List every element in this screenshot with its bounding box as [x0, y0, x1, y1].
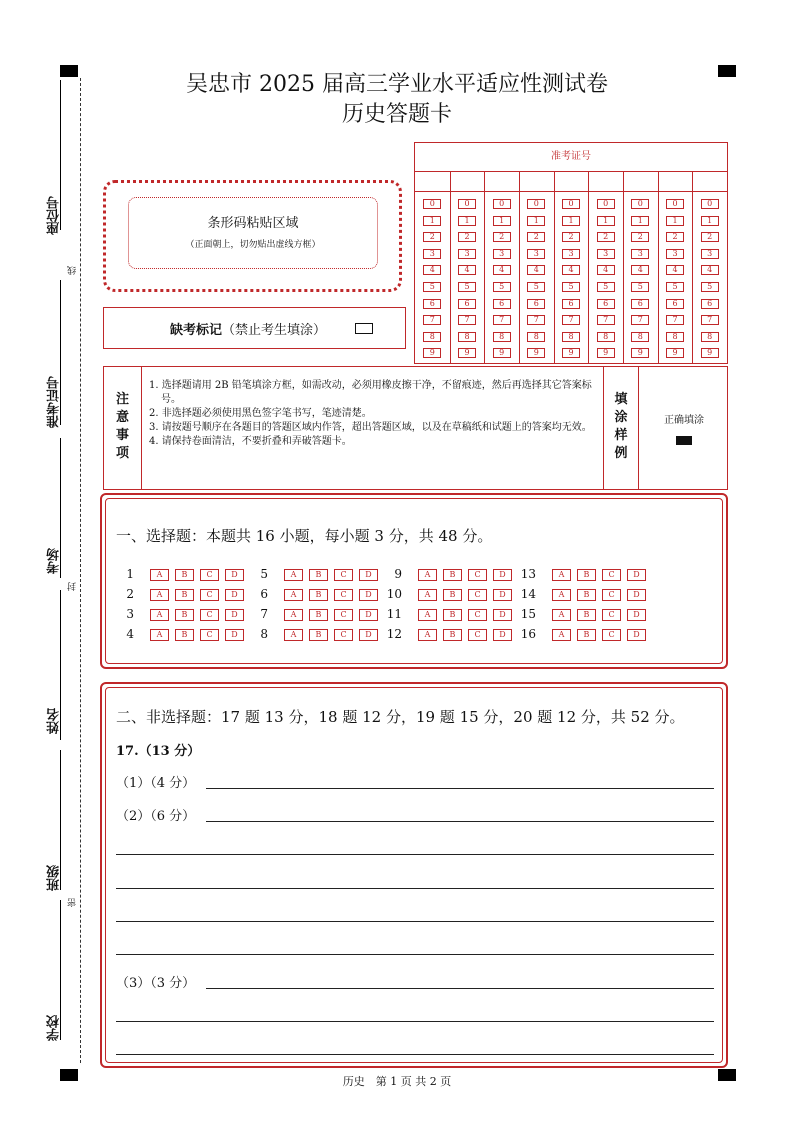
digit-bubble[interactable]: 9: [458, 348, 476, 358]
answer-line[interactable]: [206, 821, 714, 822]
digit-bubble[interactable]: 6: [423, 299, 441, 309]
q17-label: 17.（13 分）: [116, 744, 201, 759]
question-number: 5: [260, 567, 268, 581]
digit-bubble[interactable]: 6: [562, 299, 580, 309]
question-number: 3: [126, 607, 134, 621]
digit-bubble[interactable]: 2: [562, 232, 580, 242]
option-bubble-a[interactable]: A: [418, 569, 437, 581]
choice-section: [100, 493, 728, 669]
digit-bubble[interactable]: 6: [597, 299, 615, 309]
correct-fill-label: 正确填涂: [664, 415, 704, 426]
exam-number-column: [450, 171, 486, 363]
option-bubble-d[interactable]: D: [627, 609, 646, 621]
option-bubble-c[interactable]: C: [334, 609, 353, 621]
option-bubble-b[interactable]: B: [309, 629, 328, 641]
answer-line[interactable]: [206, 988, 714, 989]
line-mark: 线: [68, 266, 78, 275]
digit-bubble[interactable]: 8: [597, 332, 615, 342]
digit-bubble[interactable]: 0: [458, 199, 476, 209]
digit-bubble[interactable]: 1: [527, 216, 545, 226]
barcode-hint: （正面朝上，切勿贴出虚线方框）: [185, 240, 321, 250]
absent-checkbox[interactable]: [355, 323, 373, 334]
digit-bubble[interactable]: 0: [701, 199, 719, 209]
digit-bubble[interactable]: 6: [701, 299, 719, 309]
digit-bubble[interactable]: 1: [701, 216, 719, 226]
option-bubble-d[interactable]: D: [359, 629, 378, 641]
digit-bubble[interactable]: 2: [423, 232, 441, 242]
option-bubble-c[interactable]: C: [468, 629, 487, 641]
exam-number-column: [519, 171, 555, 363]
option-bubble-a[interactable]: A: [284, 589, 303, 601]
option-bubble-a[interactable]: A: [150, 569, 169, 581]
barcode-area: [103, 180, 402, 292]
option-bubble-d[interactable]: D: [359, 589, 378, 601]
option-bubble-b[interactable]: B: [443, 589, 462, 601]
exam-number-column: [658, 171, 694, 363]
option-bubble-a[interactable]: A: [418, 629, 437, 641]
digit-bubble[interactable]: 8: [701, 332, 719, 342]
option-bubble-c[interactable]: C: [200, 629, 219, 641]
option-bubble-a[interactable]: A: [418, 609, 437, 621]
option-bubble-a[interactable]: A: [418, 589, 437, 601]
exam-number-column: [623, 171, 659, 363]
exam-subtitle: 历史答题卡: [341, 102, 452, 127]
option-bubble-a[interactable]: A: [284, 609, 303, 621]
digit-bubble[interactable]: 1: [631, 216, 649, 226]
q17-part1-label: （1）（4 分）: [116, 776, 196, 791]
option-bubble-c[interactable]: C: [602, 569, 621, 581]
option-bubble-b[interactable]: B: [577, 629, 596, 641]
option-bubble-d[interactable]: D: [493, 589, 512, 601]
question-number: 11: [386, 607, 402, 621]
digit-bubble[interactable]: 0: [597, 199, 615, 209]
option-bubble-c[interactable]: C: [468, 589, 487, 601]
digit-bubble[interactable]: 8: [666, 332, 684, 342]
digit-bubble[interactable]: 1: [423, 216, 441, 226]
digit-bubble[interactable]: 8: [527, 332, 545, 342]
option-bubble-d[interactable]: D: [359, 569, 378, 581]
option-bubble-d[interactable]: D: [627, 589, 646, 601]
digit-bubble[interactable]: 4: [701, 265, 719, 275]
option-bubble-d[interactable]: D: [359, 609, 378, 621]
question-number: 7: [260, 607, 268, 621]
sample-label-char: 填: [614, 392, 628, 407]
sample-label-char: 样: [614, 428, 628, 443]
notice-item: 1. 选择题请用 2B 铅笔填涂方框，如需改动，必须用橡皮擦干净，不留痕迹，然后再选择其它答案标号。: [149, 380, 592, 405]
digit-bubble[interactable]: 4: [423, 265, 441, 275]
exam-number-write-cell[interactable]: [623, 171, 658, 192]
binding-dotted-line: [80, 78, 81, 1063]
exam-title: 吴忠市 2025 届高三学业水平适应性测试卷: [186, 72, 608, 97]
option-bubble-a[interactable]: A: [552, 569, 571, 581]
digit-bubble[interactable]: 8: [423, 332, 441, 342]
digit-bubble[interactable]: 2: [493, 232, 511, 242]
exam-number-write-cell[interactable]: [658, 171, 693, 192]
digit-bubble[interactable]: 1: [666, 216, 684, 226]
digit-bubble[interactable]: 5: [527, 282, 545, 292]
digit-bubble[interactable]: 0: [666, 199, 684, 209]
option-bubble-c[interactable]: C: [200, 609, 219, 621]
digit-bubble[interactable]: 7: [458, 315, 476, 325]
digit-bubble[interactable]: 9: [701, 348, 719, 358]
digit-bubble[interactable]: 6: [666, 299, 684, 309]
exam-number-header: 准考证号: [415, 143, 727, 172]
digit-bubble[interactable]: 0: [423, 199, 441, 209]
sample-label-char: 涂: [614, 410, 628, 425]
option-bubble-b[interactable]: B: [577, 569, 596, 581]
exam-number-grid: [414, 142, 728, 364]
digit-bubble[interactable]: 6: [493, 299, 511, 309]
digit-bubble[interactable]: 5: [597, 282, 615, 292]
question-number: 13: [520, 567, 536, 581]
question-number: 2: [126, 587, 134, 601]
option-bubble-d[interactable]: D: [225, 609, 244, 621]
answer-line[interactable]: [116, 1054, 714, 1055]
digit-bubble[interactable]: 2: [597, 232, 615, 242]
name-label: 姓名: [47, 708, 62, 734]
option-bubble-d[interactable]: D: [627, 629, 646, 641]
exam-id-label: 准考证号: [47, 376, 62, 428]
digit-bubble[interactable]: 6: [527, 299, 545, 309]
digit-bubble[interactable]: 7: [666, 315, 684, 325]
option-bubble-c[interactable]: C: [602, 589, 621, 601]
option-bubble-d[interactable]: D: [493, 609, 512, 621]
option-bubble-b[interactable]: B: [443, 609, 462, 621]
digit-bubble[interactable]: 3: [701, 249, 719, 259]
exam-number-column: [415, 171, 451, 363]
digit-bubble[interactable]: 9: [493, 348, 511, 358]
digit-bubble[interactable]: 7: [562, 315, 580, 325]
exam-room-label: 考场: [47, 548, 62, 574]
digit-bubble[interactable]: 8: [458, 332, 476, 342]
option-bubble-b[interactable]: B: [577, 609, 596, 621]
option-bubble-a[interactable]: A: [552, 609, 571, 621]
digit-bubble[interactable]: 2: [631, 232, 649, 242]
question-number: 9: [394, 567, 402, 581]
answer-line[interactable]: [116, 954, 714, 955]
digit-bubble[interactable]: 5: [562, 282, 580, 292]
digit-bubble[interactable]: 2: [666, 232, 684, 242]
option-bubble-b[interactable]: B: [309, 609, 328, 621]
notice-label-char: 事: [115, 428, 129, 443]
digit-bubble[interactable]: 5: [423, 282, 441, 292]
option-bubble-b[interactable]: B: [175, 569, 194, 581]
digit-bubble[interactable]: 4: [631, 265, 649, 275]
notice-item: 3. 请按题号顺序在各题目的答题区域内作答，超出答题区域，以及在草稿纸和试题上的答案均无效。: [149, 422, 592, 433]
digit-bubble[interactable]: 3: [631, 249, 649, 259]
option-bubble-d[interactable]: D: [225, 629, 244, 641]
exam-number-column: [692, 171, 727, 363]
digit-bubble[interactable]: 7: [631, 315, 649, 325]
option-bubble-d[interactable]: D: [493, 629, 512, 641]
option-bubble-b[interactable]: B: [577, 589, 596, 601]
digit-bubble[interactable]: 9: [527, 348, 545, 358]
question-number: 16: [520, 627, 536, 641]
digit-bubble[interactable]: 0: [527, 199, 545, 209]
digit-bubble[interactable]: 3: [423, 249, 441, 259]
option-bubble-a[interactable]: A: [284, 569, 303, 581]
option-bubble-a[interactable]: A: [284, 629, 303, 641]
nonchoice-section: [100, 682, 728, 1068]
option-bubble-a[interactable]: A: [150, 629, 169, 641]
option-bubble-a[interactable]: A: [150, 589, 169, 601]
seal-mark: 封: [68, 582, 78, 591]
option-bubble-c[interactable]: C: [200, 569, 219, 581]
digit-bubble[interactable]: 2: [458, 232, 476, 242]
option-bubble-b[interactable]: B: [175, 609, 194, 621]
question-number: 4: [126, 627, 134, 641]
answer-line[interactable]: [116, 921, 714, 922]
option-bubble-d[interactable]: D: [225, 589, 244, 601]
digit-bubble[interactable]: 5: [701, 282, 719, 292]
digit-bubble[interactable]: 1: [493, 216, 511, 226]
option-bubble-c[interactable]: C: [602, 629, 621, 641]
digit-bubble[interactable]: 3: [493, 249, 511, 259]
seat-label: 座位号: [47, 196, 62, 235]
exam-number-write-cell[interactable]: [519, 171, 554, 192]
option-bubble-c[interactable]: C: [468, 609, 487, 621]
digit-bubble[interactable]: 2: [527, 232, 545, 242]
digit-bubble[interactable]: 5: [631, 282, 649, 292]
digit-bubble[interactable]: 7: [597, 315, 615, 325]
barcode-title: 条形码粘贴区域: [207, 216, 299, 231]
notice-label: [104, 367, 142, 489]
question-number: 15: [520, 607, 536, 621]
absent-label: 缺考标记（禁止考生填涂）: [170, 323, 327, 338]
class-label: 班级: [47, 865, 62, 891]
sample-area: [644, 411, 724, 448]
choice-section-title: 一、选择题：本题共 16 小题，每小题 3 分，共 48 分。: [116, 527, 493, 545]
digit-bubble[interactable]: 3: [527, 249, 545, 259]
question-number: 6: [260, 587, 268, 601]
dense-mark: 密: [68, 898, 78, 907]
answer-line[interactable]: [116, 854, 714, 855]
digit-bubble[interactable]: 5: [458, 282, 476, 292]
notice-item: 2. 非选择题必须使用黑色签字笔书写，笔迹清楚。: [149, 408, 372, 419]
option-bubble-d[interactable]: D: [225, 569, 244, 581]
option-bubble-b[interactable]: B: [175, 589, 194, 601]
digit-bubble[interactable]: 4: [562, 265, 580, 275]
digit-bubble[interactable]: 9: [597, 348, 615, 358]
notice-text: [149, 379, 604, 449]
q17-part2-label: （2）（6 分）: [116, 809, 196, 824]
digit-bubble[interactable]: 8: [631, 332, 649, 342]
digit-bubble[interactable]: 9: [631, 348, 649, 358]
digit-bubble[interactable]: 4: [666, 265, 684, 275]
digit-bubble[interactable]: 0: [493, 199, 511, 209]
digit-bubble[interactable]: 3: [666, 249, 684, 259]
digit-bubble[interactable]: 4: [597, 265, 615, 275]
notice-item: 4. 请保持卷面清洁，不要折叠和弄破答题卡。: [149, 436, 352, 447]
option-bubble-c[interactable]: C: [334, 629, 353, 641]
option-bubble-d[interactable]: D: [627, 569, 646, 581]
question-number: 10: [386, 587, 402, 601]
digit-bubble[interactable]: 9: [562, 348, 580, 358]
q17-part3-label: （3）（3 分）: [116, 976, 196, 991]
digit-bubble[interactable]: 4: [493, 265, 511, 275]
digit-bubble[interactable]: 5: [666, 282, 684, 292]
answer-line[interactable]: [116, 888, 714, 889]
option-bubble-c[interactable]: C: [200, 589, 219, 601]
question-number: 8: [260, 627, 268, 641]
school-label: 学校: [47, 1015, 62, 1041]
digit-bubble[interactable]: 7: [423, 315, 441, 325]
option-bubble-c[interactable]: C: [602, 609, 621, 621]
option-bubble-a[interactable]: A: [552, 589, 571, 601]
option-bubble-d[interactable]: D: [493, 569, 512, 581]
sample-label-char: 例: [614, 446, 628, 461]
exam-number-column: [484, 171, 520, 363]
page-footer: 历史 第 1 页 共 2 页: [342, 1075, 452, 1088]
exam-number-write-cell[interactable]: [692, 171, 727, 192]
question-number: 1: [126, 567, 134, 581]
exam-number-write-cell[interactable]: [415, 171, 450, 192]
option-bubble-b[interactable]: B: [309, 589, 328, 601]
nonchoice-section-title: 二、非选择题：17 题 13 分，18 题 12 分，19 题 15 分，20 题 12 分，共 52 分。: [116, 708, 685, 726]
answer-line[interactable]: [116, 1021, 714, 1022]
notice-label-char: 注: [115, 392, 129, 407]
digit-bubble[interactable]: 1: [458, 216, 476, 226]
digit-bubble[interactable]: 7: [527, 315, 545, 325]
digit-bubble[interactable]: 2: [701, 232, 719, 242]
question-number: 12: [386, 627, 402, 641]
digit-bubble[interactable]: 0: [631, 199, 649, 209]
digit-bubble[interactable]: 3: [458, 249, 476, 259]
option-bubble-b[interactable]: B: [443, 629, 462, 641]
digit-bubble[interactable]: 1: [597, 216, 615, 226]
digit-bubble[interactable]: 4: [458, 265, 476, 275]
digit-bubble[interactable]: 1: [562, 216, 580, 226]
option-bubble-a[interactable]: A: [150, 609, 169, 621]
option-bubble-b[interactable]: B: [175, 629, 194, 641]
digit-bubble[interactable]: 9: [666, 348, 684, 358]
question-number: 14: [520, 587, 536, 601]
option-bubble-a[interactable]: A: [552, 629, 571, 641]
digit-bubble[interactable]: 9: [423, 348, 441, 358]
option-bubble-c[interactable]: C: [334, 589, 353, 601]
exam-number-write-cell[interactable]: [450, 171, 485, 192]
digit-bubble[interactable]: 3: [562, 249, 580, 259]
option-bubble-b[interactable]: B: [309, 569, 328, 581]
digit-bubble[interactable]: 7: [493, 315, 511, 325]
option-bubble-c[interactable]: C: [468, 569, 487, 581]
exam-number-write-cell[interactable]: [588, 171, 623, 192]
exam-number-write-cell[interactable]: [484, 171, 519, 192]
digit-bubble[interactable]: 3: [597, 249, 615, 259]
exam-number-column: [588, 171, 624, 363]
digit-bubble[interactable]: 5: [493, 282, 511, 292]
notice-box: [103, 366, 728, 490]
sample-label: [603, 367, 639, 489]
barcode-inner-box: [128, 197, 378, 269]
digit-bubble[interactable]: 8: [562, 332, 580, 342]
digit-bubble[interactable]: 0: [562, 199, 580, 209]
option-bubble-b[interactable]: B: [443, 569, 462, 581]
notice-label-char: 意: [115, 410, 129, 425]
digit-bubble[interactable]: 6: [631, 299, 649, 309]
option-bubble-c[interactable]: C: [334, 569, 353, 581]
notice-label-char: 项: [115, 446, 129, 461]
answer-line[interactable]: [206, 788, 714, 789]
digit-bubble[interactable]: 6: [458, 299, 476, 309]
filled-sample-mark: [676, 436, 692, 445]
digit-bubble[interactable]: 8: [493, 332, 511, 342]
exam-number-column: [554, 171, 590, 363]
digit-bubble[interactable]: 7: [701, 315, 719, 325]
exam-number-write-cell[interactable]: [554, 171, 589, 192]
absent-mark-box: [103, 307, 406, 349]
digit-bubble[interactable]: 4: [527, 265, 545, 275]
